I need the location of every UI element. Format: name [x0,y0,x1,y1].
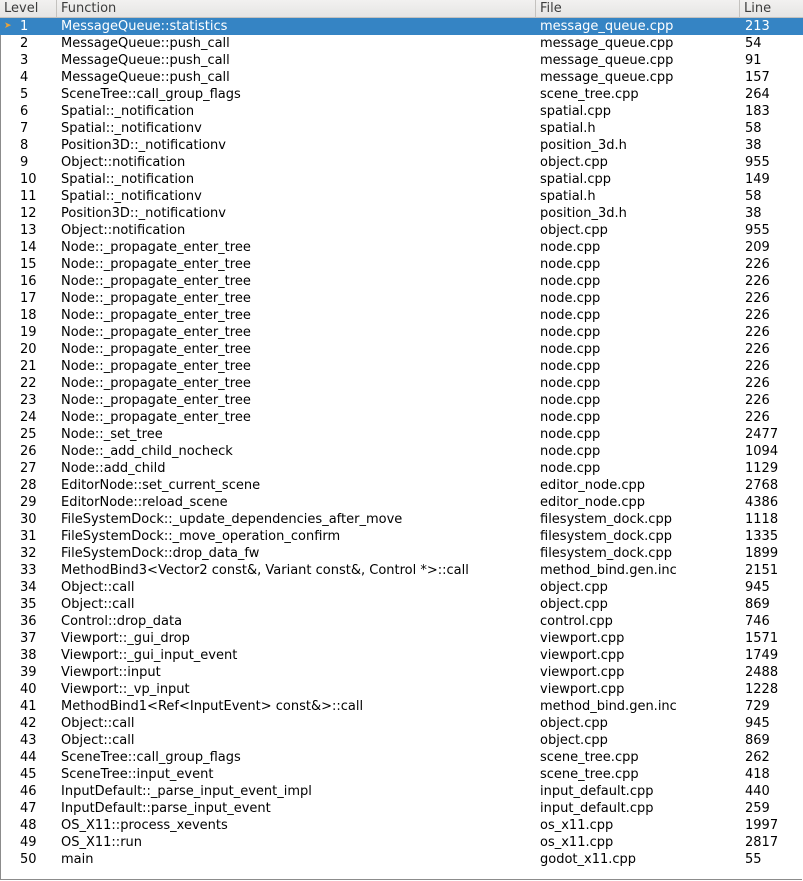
frame-function: Node::_propagate_enter_tree [61,359,251,374]
frame-file: node.cpp [540,376,601,391]
frame-level: 23 [20,393,37,408]
frame-level: 28 [20,478,37,493]
frame-line: 226 [745,359,770,374]
stack-frame-row[interactable] [0,18,803,35]
frame-file: message_queue.cpp [540,36,674,51]
stack-frame-row[interactable] [0,358,803,375]
frame-file: filesystem_dock.cpp [540,546,672,561]
frame-file: scene_tree.cpp [540,87,639,102]
stack-frame-row[interactable] [0,613,803,630]
frame-function: OS_X11::process_xevents [61,818,228,833]
frame-function: Position3D::_notificationv [61,206,226,221]
frame-line: 226 [745,325,770,340]
frame-function: Node::_propagate_enter_tree [61,410,251,425]
frame-function: Node::_propagate_enter_tree [61,342,251,357]
frame-function: InputDefault::_parse_input_event_impl [61,784,312,799]
frame-file: control.cpp [540,614,613,629]
frame-line: 746 [745,614,770,629]
frame-file: node.cpp [540,410,601,425]
frame-level: 36 [20,614,37,629]
frame-function: SceneTree::call_group_flags [61,87,241,102]
stack-frame-row[interactable] [0,596,803,613]
frame-file: node.cpp [540,393,601,408]
frame-function: Node::_propagate_enter_tree [61,291,251,306]
frame-function: Object::call [61,716,135,731]
stack-frame-row[interactable] [0,851,803,868]
frame-function: EditorNode::reload_scene [61,495,228,510]
frame-level: 18 [20,308,37,323]
stack-frame-row[interactable] [0,511,803,528]
frame-function: Object::call [61,580,135,595]
frame-line: 226 [745,376,770,391]
frame-level: 39 [20,665,37,680]
frame-function: Node::_propagate_enter_tree [61,274,251,289]
frame-file: node.cpp [540,359,601,374]
frame-level: 20 [20,342,37,357]
frame-line: 729 [745,699,770,714]
frame-level: 17 [20,291,37,306]
frame-level: 33 [20,563,37,578]
frame-line: 869 [745,597,770,612]
frame-file: object.cpp [540,733,608,748]
frame-level: 8 [20,138,29,153]
stack-frame-row[interactable] [0,35,803,52]
frame-line: 226 [745,291,770,306]
frame-file: spatial.h [540,121,596,136]
frame-level: 41 [20,699,37,714]
frame-file: object.cpp [540,580,608,595]
frame-file: editor_node.cpp [540,495,645,510]
frame-line: 1094 [745,444,779,459]
frame-line: 38 [745,206,762,221]
frame-level: 22 [20,376,37,391]
frame-file: object.cpp [540,597,608,612]
frame-file: node.cpp [540,342,601,357]
frame-function: MessageQueue::statistics [61,19,228,34]
frame-function: FileSystemDock::_update_dependencies_after_move [61,512,403,527]
stack-frame-row[interactable] [0,86,803,103]
frame-function: Node::_propagate_enter_tree [61,325,251,340]
frame-level: 9 [20,155,29,170]
column-header-line[interactable]: Line [744,1,772,16]
frame-file: message_queue.cpp [540,19,674,34]
frame-level: 2 [20,36,29,51]
stack-frame-row[interactable] [0,409,803,426]
frame-function: Spatial::_notification [61,104,195,119]
stack-frame-row[interactable] [0,52,803,69]
frame-line: 54 [745,36,762,51]
stack-frame-row[interactable] [0,239,803,256]
stack-frame-row[interactable] [0,392,803,409]
frame-file: os_x11.cpp [540,818,614,833]
column-header-level[interactable]: Level [0,0,57,17]
frame-file: node.cpp [540,240,601,255]
frame-function: Node::_propagate_enter_tree [61,240,251,255]
frame-line: 209 [745,240,770,255]
column-header-file[interactable]: File [536,0,740,17]
frame-line: 91 [745,53,762,68]
frame-function: Node::_set_tree [61,427,163,442]
frame-level: 38 [20,648,37,663]
frame-function: Viewport::_gui_input_event [61,648,238,663]
frame-line: 1129 [745,461,779,476]
frame-file: os_x11.cpp [540,835,614,850]
frame-function: FileSystemDock::drop_data_fw [61,546,260,561]
frame-file: node.cpp [540,461,601,476]
stack-frame-row[interactable] [0,324,803,341]
frame-function: MethodBind1<Ref<InputEvent> const&>::call [61,699,364,714]
stack-frame-row[interactable] [0,817,803,834]
frame-function: Node::_add_child_nocheck [61,444,233,459]
stack-frame-row[interactable] [0,664,803,681]
frame-line: 259 [745,801,770,816]
stack-frame-row[interactable] [0,443,803,460]
stack-frame-row[interactable] [0,477,803,494]
frame-line: 2488 [745,665,779,680]
stack-frame-row[interactable] [0,698,803,715]
table-header [0,0,803,18]
stack-frames-list [0,18,803,868]
frame-line: 2477 [745,427,779,442]
frame-file: object.cpp [540,223,608,238]
frame-file: editor_node.cpp [540,478,645,493]
frame-level: 26 [20,444,37,459]
frame-level: 11 [20,189,37,204]
frame-level: 19 [20,325,37,340]
frame-function: Object::notification [61,155,186,170]
frame-level: 40 [20,682,37,697]
stack-frame-row[interactable] [0,460,803,477]
frame-line: 226 [745,257,770,272]
frame-function: Spatial::_notification [61,172,195,187]
frame-function: Object::call [61,597,135,612]
frame-file: viewport.cpp [540,682,625,697]
stack-frame-row[interactable] [0,290,803,307]
frame-line: 1118 [745,512,779,527]
frame-file: viewport.cpp [540,665,625,680]
frame-file: spatial.h [540,189,596,204]
frame-line: 440 [745,784,770,799]
frame-level: 47 [20,801,37,816]
stack-frame-row[interactable] [0,205,803,222]
frame-level: 35 [20,597,37,612]
frame-level: 15 [20,257,37,272]
frame-file: viewport.cpp [540,631,625,646]
frame-line: 1228 [745,682,779,697]
frame-function: main [61,852,94,867]
stack-frame-row[interactable] [0,273,803,290]
frame-file: spatial.cpp [540,172,612,187]
frame-level: 25 [20,427,37,442]
frame-level: 12 [20,206,37,221]
frame-file: scene_tree.cpp [540,750,639,765]
frame-file: node.cpp [540,274,601,289]
frame-file: input_default.cpp [540,801,654,816]
frame-level: 29 [20,495,37,510]
stack-frame-row[interactable] [0,834,803,851]
stack-frame-row[interactable] [0,545,803,562]
frame-function: Viewport::input [61,665,161,680]
frame-level: 21 [20,359,37,374]
stack-frame-row[interactable] [0,188,803,205]
stack-frame-row[interactable] [0,732,803,749]
frame-level: 44 [20,750,37,765]
frame-level: 34 [20,580,37,595]
frame-level: 42 [20,716,37,731]
frame-function: Node::_propagate_enter_tree [61,257,251,272]
frame-file: node.cpp [540,257,601,272]
frame-file: position_3d.h [540,206,627,221]
frame-line: 262 [745,750,770,765]
frame-level: 14 [20,240,37,255]
frame-level: 6 [20,104,29,119]
frame-file: spatial.cpp [540,104,612,119]
frame-function: Viewport::_gui_drop [61,631,190,646]
frame-file: node.cpp [540,427,601,442]
frame-file: scene_tree.cpp [540,767,639,782]
frame-level: 49 [20,835,37,850]
frame-line: 226 [745,342,770,357]
frame-function: Node::_propagate_enter_tree [61,393,251,408]
frame-line: 418 [745,767,770,782]
frame-level: 31 [20,529,37,544]
stack-frame-row[interactable] [0,579,803,596]
frame-line: 157 [745,70,770,85]
frame-line: 264 [745,87,770,102]
frame-function: MessageQueue::push_call [61,36,230,51]
frame-level: 13 [20,223,37,238]
frame-line: 955 [745,223,770,238]
frame-level: 7 [20,121,29,136]
current-frame-arrow-icon: ➤ [4,21,12,31]
stack-frame-row[interactable] [0,783,803,800]
frame-function: InputDefault::parse_input_event [61,801,271,816]
stack-frame-row[interactable] [0,154,803,171]
frame-line: 1335 [745,529,779,544]
frame-file: message_queue.cpp [540,70,674,85]
frame-line: 945 [745,580,770,595]
frame-file: message_queue.cpp [540,53,674,68]
frame-file: input_default.cpp [540,784,654,799]
frame-line: 226 [745,274,770,289]
frame-file: object.cpp [540,155,608,170]
frame-function: Position3D::_notificationv [61,138,226,153]
frame-line: 2151 [745,563,779,578]
frame-function: Node::_propagate_enter_tree [61,308,251,323]
frame-level: 32 [20,546,37,561]
frame-line: 2768 [745,478,779,493]
frame-level: 37 [20,631,37,646]
frame-function: MessageQueue::push_call [61,70,230,85]
stack-frame-row[interactable] [0,715,803,732]
frame-level: 1 [20,19,29,34]
frame-function: FileSystemDock::_move_operation_confirm [61,529,341,544]
stack-frame-row[interactable] [0,341,803,358]
frame-level: 24 [20,410,37,425]
frame-function: SceneTree::input_event [61,767,214,782]
frame-function: Object::call [61,733,135,748]
stack-frame-row[interactable] [0,256,803,273]
frame-line: 2817 [745,835,779,850]
stack-frame-row[interactable] [0,681,803,698]
stack-frame-row[interactable] [0,171,803,188]
frame-file: position_3d.h [540,138,627,153]
frame-level: 50 [20,852,37,867]
frame-level: 3 [20,53,29,68]
frame-line: 4386 [745,495,779,510]
stack-frame-row[interactable] [0,120,803,137]
stack-frame-row[interactable] [0,647,803,664]
frame-function: EditorNode::set_current_scene [61,478,261,493]
frame-line: 1899 [745,546,779,561]
frame-level: 4 [20,70,29,85]
frame-function: Control::drop_data [61,614,183,629]
frame-function: Object::notification [61,223,186,238]
stack-frame-row[interactable] [0,103,803,120]
stack-frame-row[interactable] [0,766,803,783]
frame-function: Node::add_child [61,461,166,476]
frame-function: OS_X11::run [61,835,143,850]
frame-line: 955 [745,155,770,170]
frame-line: 1997 [745,818,779,833]
frame-file: node.cpp [540,291,601,306]
column-header-function[interactable]: Function [57,0,536,17]
frame-function: MethodBind3<Vector2 const&, Variant const&, Control *>::call [61,563,469,578]
stack-frame-row[interactable] [0,222,803,239]
stack-frame-row[interactable] [0,375,803,392]
frame-line: 55 [745,852,762,867]
frame-file: method_bind.gen.inc [540,699,677,714]
frame-file: viewport.cpp [540,648,625,663]
frame-function: Spatial::_notificationv [61,121,202,136]
stack-frame-row[interactable] [0,307,803,324]
frame-level: 27 [20,461,37,476]
frame-file: node.cpp [540,444,601,459]
frame-line: 149 [745,172,770,187]
frame-function: Node::_propagate_enter_tree [61,376,251,391]
frame-level: 10 [20,172,37,187]
frame-function: Spatial::_notificationv [61,189,202,204]
frame-file: filesystem_dock.cpp [540,512,672,527]
stack-frame-row[interactable] [0,528,803,545]
frame-line: 1749 [745,648,779,663]
stack-frame-row[interactable] [0,426,803,443]
frame-file: method_bind.gen.inc [540,563,677,578]
stack-frame-row[interactable] [0,749,803,766]
stack-frame-row[interactable] [0,69,803,86]
frame-line: 226 [745,308,770,323]
frame-line: 38 [745,138,762,153]
stack-frame-row[interactable] [0,800,803,817]
frame-level: 5 [20,87,29,102]
frame-function: Viewport::_vp_input [61,682,190,697]
frame-file: node.cpp [540,325,601,340]
frame-level: 30 [20,512,37,527]
frame-line: 213 [745,19,770,34]
frame-function: MessageQueue::push_call [61,53,230,68]
frame-file: node.cpp [540,308,601,323]
frame-level: 45 [20,767,37,782]
frame-level: 48 [20,818,37,833]
frame-file: filesystem_dock.cpp [540,529,672,544]
stack-frame-row[interactable] [0,494,803,511]
frame-function: SceneTree::call_group_flags [61,750,241,765]
frame-level: 46 [20,784,37,799]
frame-level: 43 [20,733,37,748]
frame-line: 226 [745,410,770,425]
frame-line: 58 [745,121,762,136]
stack-frame-row[interactable] [0,562,803,579]
stack-frame-row[interactable] [0,137,803,154]
frame-line: 226 [745,393,770,408]
frame-line: 183 [745,104,770,119]
frame-line: 945 [745,716,770,731]
stack-frame-row[interactable] [0,630,803,647]
frame-level: 16 [20,274,37,289]
frame-line: 1571 [745,631,779,646]
frame-file: godot_x11.cpp [540,852,637,867]
frame-file: object.cpp [540,716,608,731]
frame-line: 58 [745,189,762,204]
frame-line: 869 [745,733,770,748]
